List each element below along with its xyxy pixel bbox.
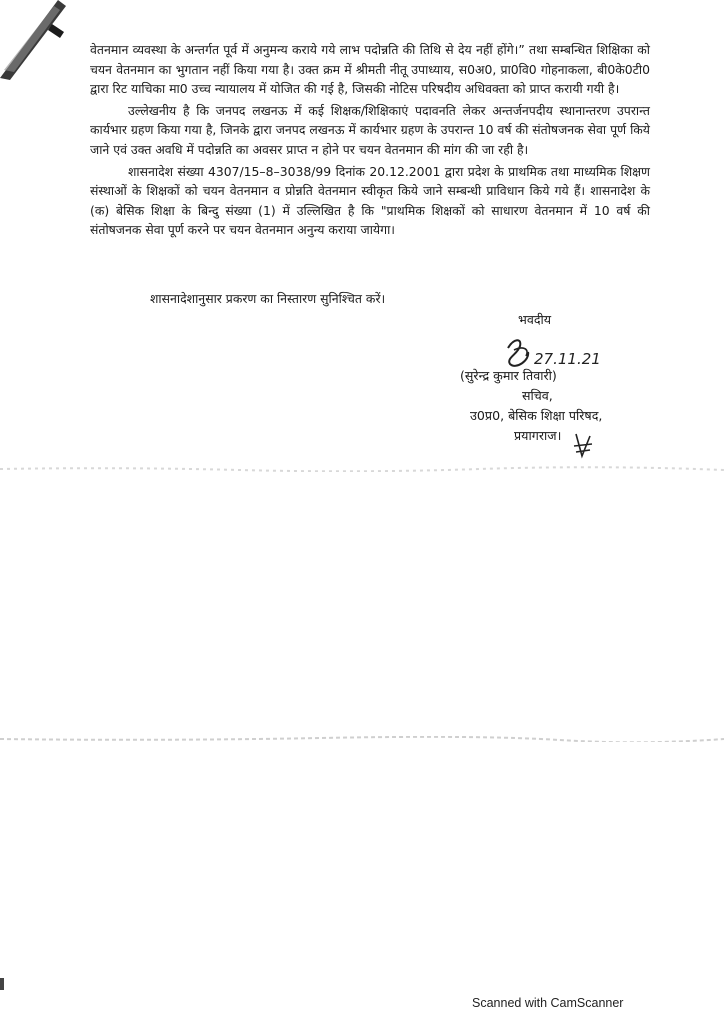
closing-instruction: शासनादेशानुसार प्रकरण का निस्तारण सुनिश्चित करें। — [150, 291, 386, 306]
signatory-city: प्रयागराज। — [514, 428, 562, 443]
salutation: भवदीय — [518, 312, 552, 327]
signatory-name: (सुरेन्द्र कुमार तिवारी) — [460, 368, 557, 383]
paragraph-2: उल्लेखनीय है कि जनपद लखनऊ में कई शिक्षक/शिक्षिकाएं पदावनति लेकर अन्तर्जनपदीय स्थानान्तरण उपरान्त कार्यभार ग्रहण किया गया है, जिनके द्वारा जनपद लखनऊ में कार्यभार ग्रहण के उपरान्त 10 वर्ष की संतोषजनक सेवा पूर्ण किये जाने एवं उक्त अवधि में पदोन्नति का अवसर प्राप्त न होने पर चयन वेतनमान की मांग की जा रही है। — [90, 102, 650, 157]
scan-edge-mark — [0, 978, 4, 990]
signatory-department: उ0प्र0, बेसिक शिक्षा परिषद, — [470, 408, 603, 423]
paragraph-3: शासनादेश संख्या 4307/15–8–3038/99 दिनांक 20.12.2001 द्वारा प्रदेश के प्राथमिक तथा माध्यमिक शिक्षण संस्थाओं के शिक्षकों को चयन वेतनमान व प्रोन्नति वेतनमान स्वीकृत किये जाने सम्बन्धी प्राविधान किये गये हैं। शासनादेश के (क) बेसिक शिक्षा के बिन्दु संख्या (1) में उल्लिखित है कि "प्राथमिक शिक्षकों को साधारण वेतनमान में 10 वर्ष की संतोषजनक सेवा पूर्ण करने पर चयन वेतनमान अनुन्य कराया जायेगा। — [90, 163, 650, 238]
scan-streak — [0, 466, 724, 472]
signature-date: 27.11.21 — [534, 350, 601, 368]
scan-streak — [0, 736, 724, 742]
signatory-title: सचिव, — [522, 388, 553, 403]
paragraph-1: वेतनमान व्यवस्था के अन्तर्गत पूर्व में अनुमन्य कराये गये लाभ पदोन्नति की तिथि से देय नहीं होंगे।” तथा सम्बन्धित शिक्षिका को चयन वेतनमान का भुगतान नहीं किया गया है। उक्त क्रम में श्रीमती नीतू उपाध्याय, स0अ0, प्रा0वि0 गोहनाकला, बी0के0टी0 द्वारा रिट याचिका मा0 उच्च न्यायालय में योजित की गई है, जिसकी नोटिस परिषदीय अधिवक्ता को प्राप्त करायी गयी है। — [90, 42, 650, 97]
scanner-watermark: Scanned with CamScanner — [472, 996, 624, 1010]
document-body — [90, 40, 650, 242]
pen-graphic — [0, 0, 75, 80]
initial-mark — [572, 430, 594, 460]
